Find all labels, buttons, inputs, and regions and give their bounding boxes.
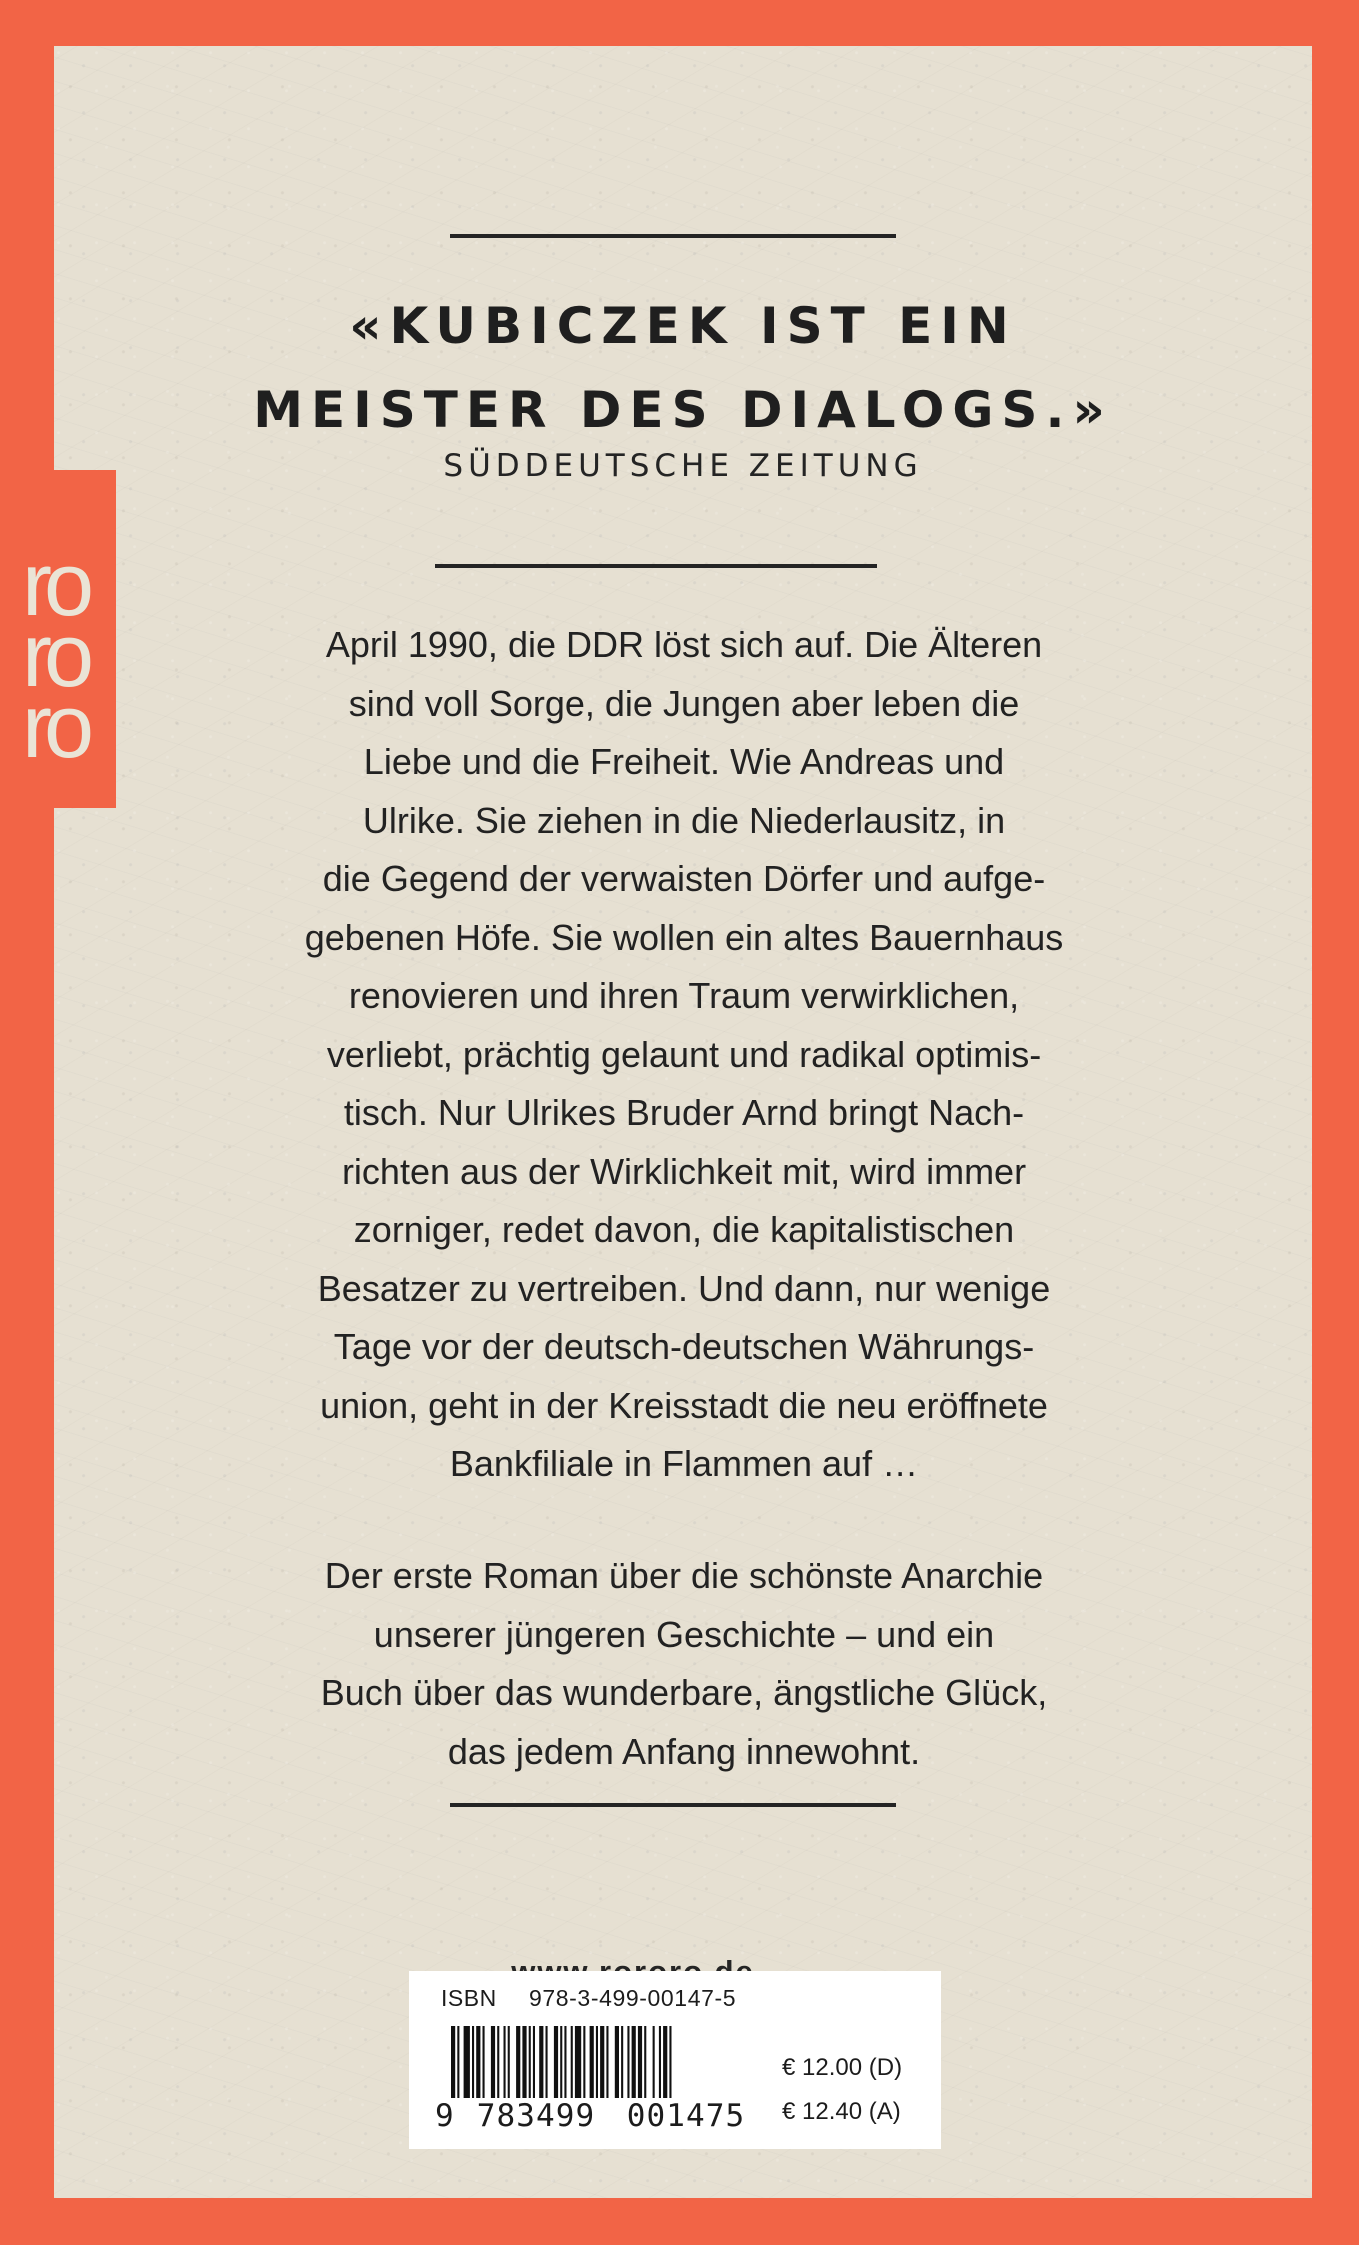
paper-panel bbox=[54, 46, 1312, 2198]
barcode-bar bbox=[483, 2026, 485, 2098]
book-description: April 1990, die DDR löst sich auf. Die Älteren sind voll Sorge, die Jungen aber leben die Liebe und die Freiheit. Wie Andreas und Ulrike. Sie ziehen in die Niederlausitz, in die Gegend der verwaisten Dörfer und aufge- gebenen Höfe. Sie wollen ein altes Bauernhaus renovieren und ihren Traum verwirklichen, verliebt, prächtig gelaunt und radikal optimis- tisch. Nur Ulrikes Bruder Arnd bringt Nach- richten aus der Wirklichkeit mit, wird immer zorniger, redet davon, die kapitalistischen Besatzer zu vertreiben. Und dann, nur wenige Tage vor der deutsch-deutschen Währungs- union, geht in der Kreisstadt die neu eröffnete Bankfiliale in Flammen auf … bbox=[304, 624, 1064, 1484]
barcode-bar bbox=[451, 2026, 455, 2098]
barcode-bar bbox=[600, 2026, 604, 2098]
barcode-bar bbox=[554, 2026, 558, 2098]
barcode-left-digits: 783499 bbox=[476, 2098, 596, 2134]
barcode-lead-digit: 9 bbox=[435, 2098, 454, 2134]
barcode-bar bbox=[596, 2026, 598, 2098]
barcode-bar bbox=[476, 2026, 480, 2098]
press-quote-line: MEISTER DES DIALOGS.» bbox=[253, 381, 1113, 439]
middle-rule bbox=[435, 564, 877, 568]
isbn-label: ISBN bbox=[441, 1985, 497, 2011]
barcode bbox=[451, 2026, 755, 2098]
barcode-bar bbox=[606, 2026, 608, 2098]
press-quote-line: «KUBICZEK IST EIN bbox=[349, 297, 1017, 355]
barcode-bar bbox=[497, 2026, 499, 2098]
barcode-bar bbox=[533, 2026, 535, 2098]
barcode-bar bbox=[663, 2026, 667, 2098]
barcode-bar bbox=[457, 2026, 459, 2098]
barcode-right-digits: 001475 bbox=[626, 2098, 746, 2134]
barcode-bar bbox=[464, 2026, 470, 2098]
barcode-bar bbox=[491, 2026, 495, 2098]
barcode-bar bbox=[560, 2026, 562, 2098]
rororo-logo-line: ro bbox=[22, 677, 87, 777]
barcode-bar bbox=[669, 2026, 671, 2098]
barcode-bar bbox=[583, 2026, 585, 2098]
rororo-logo-line: ro bbox=[22, 535, 87, 635]
book-tagline: Der erste Roman über die schönste Anarchie unserer jüngeren Geschichte – und ein Buch über das wunderbare, ängstliche Glück, das jedem Anfang innewohnt. bbox=[320, 1555, 1048, 1772]
barcode-bar bbox=[546, 2026, 548, 2098]
barcode-bar bbox=[504, 2026, 506, 2098]
barcode-bar bbox=[615, 2026, 619, 2098]
barcode-bar bbox=[522, 2026, 526, 2098]
barcode-bar bbox=[516, 2026, 520, 2098]
isbn-label-box bbox=[409, 1971, 941, 2149]
barcode-bar bbox=[571, 2026, 573, 2098]
isbn-number: 978-3-499-00147-5 bbox=[529, 1985, 737, 2011]
barcode-bar bbox=[644, 2026, 646, 2098]
barcode-bar bbox=[627, 2026, 629, 2098]
barcode-bar bbox=[575, 2026, 581, 2098]
barcode-bar bbox=[653, 2026, 655, 2098]
quote-source: SÜDDEUTSCHE ZEITUNG bbox=[443, 448, 923, 484]
barcode-bar bbox=[539, 2026, 543, 2098]
barcode-bar bbox=[590, 2026, 594, 2098]
barcode-bar bbox=[529, 2026, 531, 2098]
barcode-bar bbox=[632, 2026, 636, 2098]
price-austria: € 12.40 (A) bbox=[782, 2098, 901, 2125]
press-quote bbox=[223, 284, 1143, 452]
barcode-digits bbox=[435, 2099, 773, 2133]
barcode-bar bbox=[508, 2026, 510, 2098]
top-rule bbox=[450, 234, 896, 238]
price-germany: € 12.00 (D) bbox=[782, 2054, 903, 2081]
barcode-bar bbox=[472, 2026, 474, 2098]
barcode-bar bbox=[564, 2026, 566, 2098]
barcode-bar bbox=[659, 2026, 661, 2098]
barcode-bar bbox=[621, 2026, 623, 2098]
rororo-logo bbox=[0, 470, 116, 808]
rororo-logo-line: ro bbox=[22, 606, 87, 706]
barcode-bar bbox=[638, 2026, 642, 2098]
bottom-rule bbox=[450, 1803, 896, 1807]
